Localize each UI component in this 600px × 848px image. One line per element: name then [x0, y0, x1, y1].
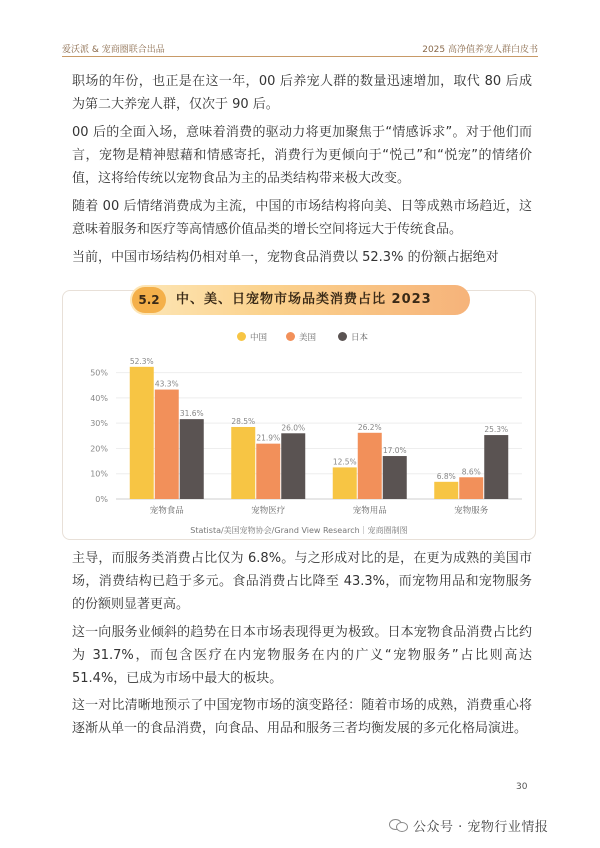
legend-swatch: [286, 332, 295, 341]
data-label: 6.8%: [436, 471, 456, 481]
legend-label: 日本: [351, 333, 369, 343]
chart-source: Statista/美国宠物协会/Grand View Research｜宠商圈制图: [190, 526, 408, 535]
data-label: 52.3%: [129, 356, 154, 366]
wechat-watermark: [389, 814, 548, 836]
data-label: 26.2%: [357, 422, 382, 432]
y-tick-label: 0%: [95, 495, 108, 504]
data-label: 28.5%: [231, 416, 256, 426]
bar: [383, 456, 407, 499]
bar: [484, 435, 508, 499]
paragraph-1: 职场的年份，也正是在这一年，00 后养宠人群的数量迅速增加，取代 80 后成为第二大养宠人群，仅次于 90 后。: [72, 74, 532, 112]
page-header: [0, 0, 600, 60]
y-tick-label: 10%: [90, 469, 108, 479]
x-tick-label: 宠物食品: [149, 506, 184, 516]
y-tick-label: 50%: [90, 368, 108, 378]
chart-title: 中、美、日宠物市场品类消费占比 2023: [176, 292, 432, 307]
paragraph-5: 主导，而服务类消费占比仅为 6.8%。与之形成对比的是，在更为成熟的美国市场，消费结构已趋于多元。食品消费占比降至 43.3%，而宠物用品和宠物服务的份额则显著更高。: [72, 551, 532, 612]
wechat-icon: [389, 818, 407, 832]
bar: [281, 433, 305, 499]
data-label: 26.0%: [281, 423, 306, 433]
chart-title-banner: [130, 285, 470, 315]
bar: [256, 444, 280, 499]
watermark-text: 公众号 · 宠物行业情报: [413, 819, 549, 835]
paragraph-6: 这一向服务业倾斜的趋势在日本市场表现得更为极致。日本宠物食品消费占比约为 31.7%，而包含医疗在内宠物服务在内的广义“宠物服务”占比则高达 51.4%，已成为市场中最大的板块。: [72, 625, 532, 686]
x-tick-label: 宠物服务: [454, 506, 489, 516]
bar: [333, 467, 357, 499]
bar-chart: [62, 320, 536, 540]
paragraph-7: 这一对比清晰地预示了中国宠物市场的演变路径：随着市场的成熟，消费重心将逐渐从单一的食品消费，向食品、用品和服务三者均衡发展的多元化格局演进。: [72, 698, 532, 736]
bar: [459, 477, 483, 499]
data-label: 21.9%: [256, 433, 281, 443]
x-tick-label: 宠物医疗: [251, 506, 286, 516]
legend-label: 美国: [299, 333, 317, 343]
bar: [358, 433, 382, 499]
paragraph-2: 00 后的全面入场，意味着消费的驱动力将更加聚焦于“情感诉求”。对于他们而言，宠物是精神慰藉和情感寄托，消费行为更倾向于“悦己”和“悦宠”的情绪价值，这将给传统以宠物食品为主的品类结构带来极大改变。: [72, 125, 532, 186]
bar: [231, 427, 255, 499]
data-label: 12.5%: [332, 457, 357, 467]
x-tick-label: 宠物用品: [352, 506, 387, 516]
legend-swatch: [338, 332, 347, 341]
legend-label: 中国: [250, 333, 268, 343]
legend-swatch: [237, 332, 246, 341]
data-label: 25.3%: [484, 425, 509, 435]
header-divider: [62, 56, 538, 57]
data-label: 43.3%: [154, 379, 179, 389]
data-label: 17.0%: [382, 446, 407, 456]
bar: [434, 482, 458, 499]
page-number: 30: [516, 782, 528, 792]
paragraph-4: 当前，中国市场结构仍相对单一，宠物食品消费以 52.3% 的份额占据绝对: [72, 250, 499, 265]
data-label: 8.6%: [461, 467, 481, 477]
bar: [155, 390, 179, 499]
bar: [180, 419, 204, 499]
header-report-title: 2025 高净值养宠人群白皮书: [422, 45, 538, 55]
y-tick-label: 20%: [90, 444, 108, 454]
header-publisher: 爱沃派 & 宠商圈联合出品: [62, 45, 165, 55]
y-tick-label: 30%: [90, 419, 108, 429]
y-tick-label: 40%: [90, 393, 108, 403]
bar: [130, 367, 154, 499]
chart-number-badge: 5.2: [132, 287, 166, 313]
paragraph-3: 随着 00 后情绪消费成为主流，中国的市场结构将向美、日等成熟市场趋近，这意味着服务和医疗等高情感价值品类的增长空间将远大于传统食品。: [72, 199, 532, 237]
data-label: 31.6%: [179, 409, 204, 419]
